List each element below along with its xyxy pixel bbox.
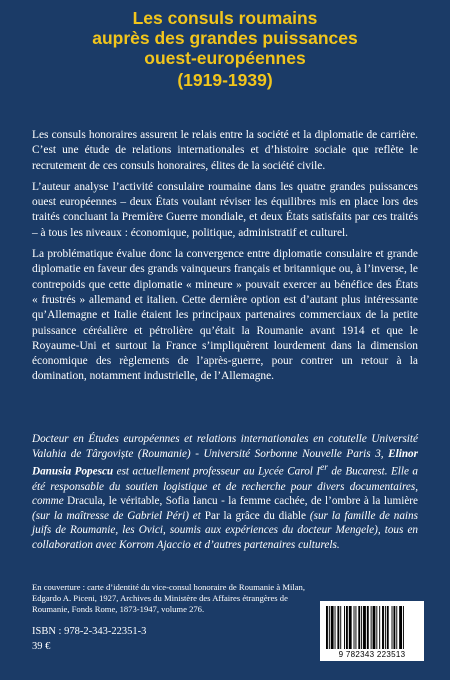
barcode-digits: 9 782343 223513: [338, 650, 406, 659]
price: 39 €: [32, 641, 51, 652]
barcode-bar: [371, 606, 372, 649]
author-bio: [32, 432, 418, 552]
barcode-bar: [361, 606, 362, 649]
barcode-bar: [363, 606, 366, 649]
barcode-bar: [354, 606, 355, 649]
bio-part-3: de Bucarest. Elle a été responsable du soutien logistique et de recherche pour divers documentaires, comme: [32, 465, 419, 508]
barcode-bar: [403, 606, 404, 649]
cover-credit: En couverture : carte d’identité du vice-consul honoraire de Roumanie à Milan, Edgardo A. Piceni, 1927, Archives du Ministère des Affaires étrangères de Roumanie, Fonds Rome, 1873-1947, volume 276.: [32, 582, 305, 615]
barcode-bar: [335, 606, 336, 649]
book-title: [0, 8, 450, 90]
bio-superscript: er: [320, 463, 328, 474]
documentary-title-2: Par la grâce du diable: [204, 509, 306, 522]
barcode: [320, 601, 424, 661]
summary-paragraph-1: Les consuls honoraires assurent le relais entre la société et la diplomatie de carrière. C’est une étude de relations internationales et d’histoire sociale que reflète le recrutement de ces consuls honoraires, élites de la société civile.: [32, 129, 418, 172]
barcode-bar: [329, 606, 330, 649]
barcode-bar: [355, 606, 356, 649]
summary-paragraph-2: L’auteur analyse l’activité consulaire roumaine dans les quatre grandes puissances ouest européennes – deux États voulant réviser les équilibres mis en place lors des traités concluant la Première Guerre mondiale, et deux États satisfaits par ces traités – à tous les niveaux : économique, politique, administratif et culturel.: [32, 180, 418, 239]
barcode-bar: [399, 606, 402, 649]
barcode-bar: [349, 606, 352, 649]
barcode-bar: [344, 606, 345, 649]
barcode-bar: [340, 606, 341, 649]
bio-part-1: Docteur en Études européennes et relations internationales en cotutelle Université Valahia de Târgoviște (Roumanie) - Université Sorbonne Nouvelle Paris 3,: [32, 433, 418, 460]
barcode-bar: [382, 606, 384, 649]
barcode-bar: [358, 606, 360, 649]
barcode-bar: [387, 606, 389, 649]
barcode-bar: [396, 606, 397, 649]
barcode-bar: [385, 606, 386, 649]
barcode-bar: [376, 606, 377, 649]
barcode-bar: [392, 606, 393, 649]
isbn: ISBN : 978-2-343-22351-3: [32, 626, 147, 637]
bio-part-4: (sur la maîtresse de Gabriel Péri) et: [32, 509, 205, 522]
bio-part-5: (sur la famille de nains juifs de Roumanie, les Ovici, soumis aux expériences du docteur Mengele), tous en collaboration avec Korrom Ajaccio et d’autres partenaires culturels.: [32, 509, 418, 551]
barcode-bar: [373, 606, 376, 649]
barcode-bar: [346, 606, 348, 649]
summary-paragraph-3: La problématique évalue donc la convergence entre diplomatie consulaire et grande diplomatie en faveur des grands vainqueurs français et britannique ou, à l’inverse, le contrepoids que cette diplomatie « mineure » pouvait exercer au bénéfice des États « frustrés » allemand et italien. Cette dernière option est d’autant plus intéressante qu’Allemagne et Italie étaient les principaux partenaires commerciaux de la petite puissance céréalière et pétrolière qu’était la Roumanie avant 1914 et que le Royaume-Uni et surtout la France s’impliquèrent lourdement dans la dimension économique des règlements de l’après-guerre, pour contrer un retour à la domination, notamment industrielle, de l’Allemagne.: [32, 248, 418, 383]
title-line-1: Les consuls roumains: [132, 8, 318, 28]
barcode-bar: [337, 606, 339, 649]
author-name: Elinor Danusia Popescu: [32, 447, 418, 478]
barcode-bar: [326, 606, 328, 649]
barcode-bars: [326, 606, 418, 649]
title-line-3: ouest-européennes: [144, 48, 306, 68]
bio-part-2: est actuellement professeur au Lycée Carol I: [113, 465, 321, 478]
title-dates: (1919-1939): [177, 70, 273, 90]
summary-text: [32, 128, 418, 391]
barcode-bar: [331, 606, 334, 649]
barcode-bar: [379, 606, 380, 649]
barcode-bar: [367, 606, 369, 649]
documentary-title-1: Dracula, le véritable, Sofia Iancu - la femme cachée, de l’ombre à la lumière: [67, 495, 418, 508]
title-line-2: auprès des grandes puissances: [92, 28, 358, 48]
barcode-bar: [393, 606, 395, 649]
